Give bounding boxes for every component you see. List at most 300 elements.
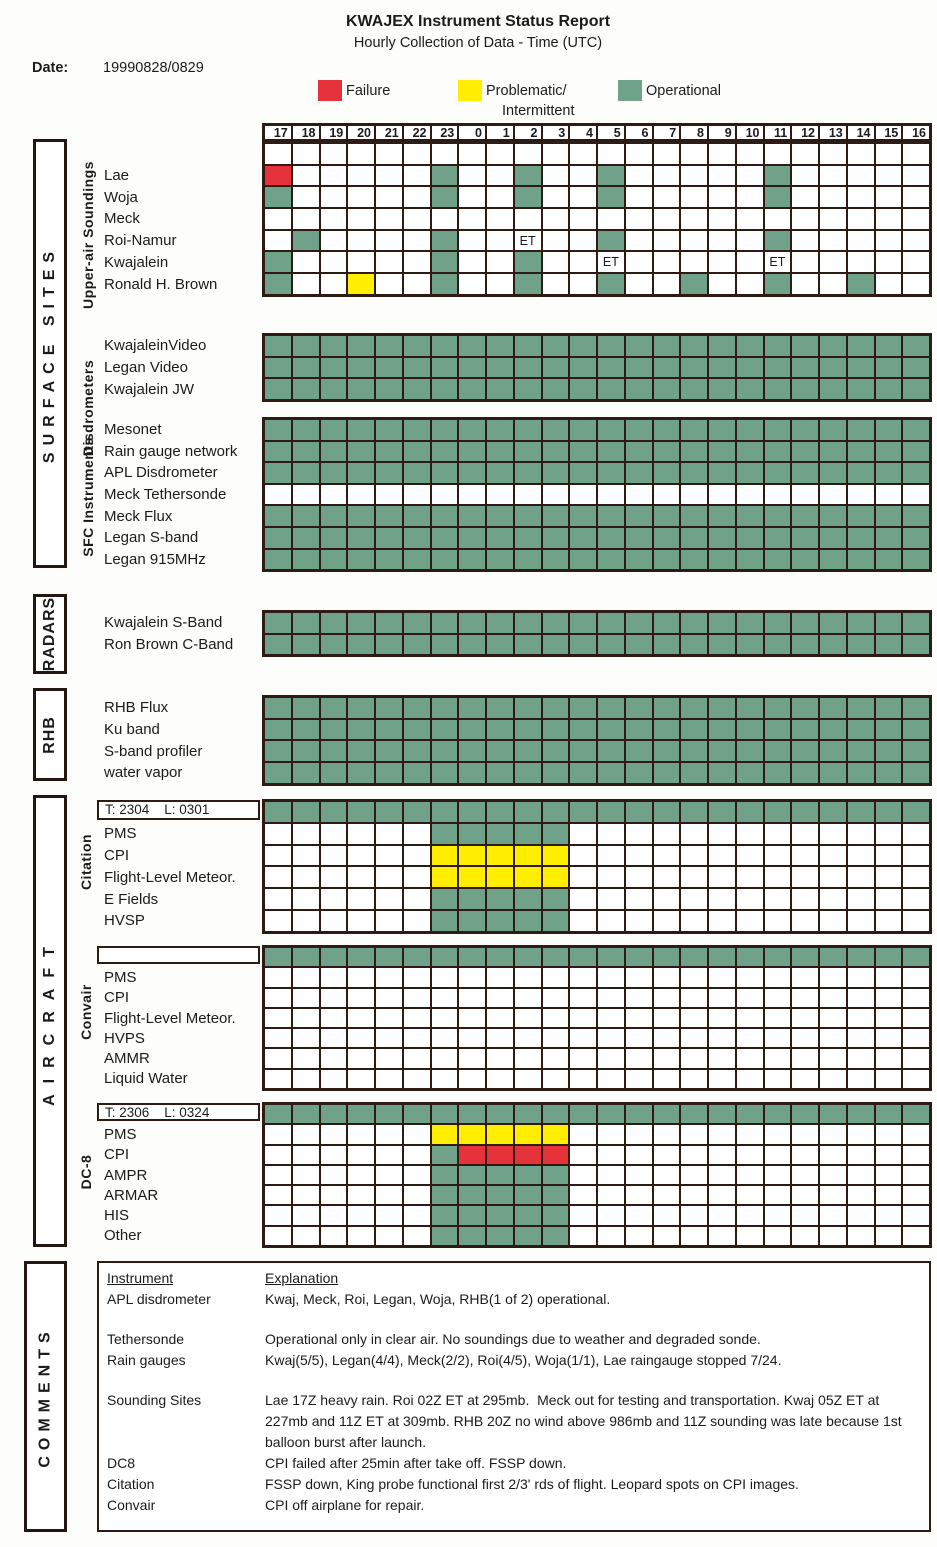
comment-row: [99, 1329, 929, 1350]
status-cell: [431, 947, 459, 967]
status-cell: [625, 967, 653, 987]
hour-cell: 7: [653, 125, 681, 140]
status-cell: [764, 165, 792, 187]
status-cell: [292, 251, 320, 273]
status-cell: [625, 1185, 653, 1205]
status-cell: [542, 165, 570, 187]
status-cell: [847, 845, 875, 867]
status-cell: [653, 612, 681, 634]
status-cell: [264, 740, 292, 762]
status-cell: [458, 273, 486, 295]
status-cell: [764, 230, 792, 252]
status-cell: [486, 1205, 514, 1225]
section-box-radars: [33, 594, 67, 674]
status-cell: [902, 165, 930, 187]
status-cell: [375, 230, 403, 252]
status-cell: [320, 888, 348, 910]
section-label: SURFACE SITES: [41, 244, 59, 463]
status-cell: [431, 357, 459, 379]
status-cell: [569, 186, 597, 208]
status-cell: [902, 1069, 930, 1089]
status-cell: [375, 208, 403, 230]
status-cell: [320, 1226, 348, 1246]
status-cell: [708, 1145, 736, 1165]
legend-label-line: Intermittent: [502, 103, 575, 119]
status-cell: [514, 801, 542, 823]
status-cell: [514, 823, 542, 845]
status-cell: [902, 697, 930, 719]
status-cell: [486, 866, 514, 888]
status-cell: [569, 1028, 597, 1048]
status-cell: [347, 1145, 375, 1165]
status-cell: [486, 462, 514, 484]
status-cell: [431, 165, 459, 187]
status-cell: [653, 1069, 681, 1089]
status-cell: [847, 357, 875, 379]
comment-text: Operational only in clear air. No soundings due to weather and degraded sonde.: [265, 1331, 761, 1347]
status-cell: [347, 612, 375, 634]
status-cell: [458, 1226, 486, 1246]
status-cell: [819, 1145, 847, 1165]
status-cell: [597, 888, 625, 910]
status-cell: [625, 1226, 653, 1246]
status-cell: [569, 357, 597, 379]
status-cell: [625, 462, 653, 484]
status-cell: [847, 505, 875, 527]
comment-label: APL disdrometer: [107, 1291, 211, 1307]
status-cell: [847, 697, 875, 719]
status-cell: [736, 1008, 764, 1028]
status-cell: [542, 845, 570, 867]
hour-cell: 6: [625, 125, 653, 140]
status-cell: [486, 845, 514, 867]
status-cell: [486, 740, 514, 762]
status-cell: [264, 1165, 292, 1185]
status-cell: [736, 251, 764, 273]
status-cell: [403, 947, 431, 967]
status-cell: [347, 697, 375, 719]
status-cell: [403, 1104, 431, 1124]
status-cell: [847, 165, 875, 187]
row-label: Other: [104, 1227, 142, 1245]
status-cell: [791, 1226, 819, 1246]
status-cell: [875, 143, 903, 165]
status-cell: [708, 910, 736, 932]
status-cell: [542, 967, 570, 987]
status-cell: [625, 947, 653, 967]
status-cell: [819, 988, 847, 1008]
status-cell: [708, 230, 736, 252]
status-cell: [347, 273, 375, 295]
status-cell: [597, 823, 625, 845]
status-cell: [569, 866, 597, 888]
status-cell: [708, 505, 736, 527]
status-cell: [320, 910, 348, 932]
status-cell: [847, 801, 875, 823]
status-cell: [264, 505, 292, 527]
status-cell: [847, 740, 875, 762]
status-cell: [458, 378, 486, 400]
status-cell: [458, 866, 486, 888]
status-cell: [264, 1008, 292, 1028]
status-cell: [403, 357, 431, 379]
status-cell: [292, 208, 320, 230]
status-cell: [375, 910, 403, 932]
status-cell: [320, 273, 348, 295]
status-cell: [736, 419, 764, 441]
status-cell: [569, 273, 597, 295]
status-cell: [292, 165, 320, 187]
group-label-convair: Convair: [78, 984, 94, 1040]
status-cell: [708, 1124, 736, 1144]
status-cell: [375, 697, 403, 719]
status-cell: [542, 1048, 570, 1068]
status-cell: [514, 697, 542, 719]
status-cell: [653, 845, 681, 867]
status-cell: [791, 357, 819, 379]
status-cell: [347, 823, 375, 845]
status-cell: [347, 801, 375, 823]
status-cell: [791, 1185, 819, 1205]
status-cell: [320, 1165, 348, 1185]
status-cell: [902, 527, 930, 549]
status-cell: [819, 208, 847, 230]
status-cell: [403, 1028, 431, 1048]
status-cell: [542, 762, 570, 784]
status-cell: [791, 165, 819, 187]
status-cell: [708, 1226, 736, 1246]
report-title: KWAJEX Instrument Status Report: [345, 13, 611, 30]
section-box-surface-sites: [33, 139, 67, 568]
status-cell: [320, 441, 348, 463]
status-cell: [486, 1185, 514, 1205]
status-cell: [736, 1028, 764, 1048]
status-cell: [680, 1185, 708, 1205]
status-cell: [875, 740, 903, 762]
status-cell: [320, 527, 348, 549]
hour-cell: 14: [847, 125, 875, 140]
status-cell: [375, 845, 403, 867]
status-cell: [625, 823, 653, 845]
status-cell: [431, 186, 459, 208]
status-cell: [514, 967, 542, 987]
status-cell: [320, 988, 348, 1008]
status-cell: [542, 273, 570, 295]
status-cell: [708, 143, 736, 165]
status-cell: [764, 1226, 792, 1246]
status-grid-rhb: [262, 695, 932, 786]
status-cell: [375, 357, 403, 379]
status-cell: [514, 208, 542, 230]
status-cell: [403, 1069, 431, 1089]
row-label: CPI: [104, 989, 130, 1007]
status-cell: [819, 230, 847, 252]
status-cell: [847, 549, 875, 571]
status-cell: [375, 143, 403, 165]
status-cell: [264, 419, 292, 441]
status-cell: [819, 740, 847, 762]
status-cell: [403, 462, 431, 484]
legend-label-line: Operational: [646, 83, 721, 99]
row-label: Kwajalein S-Band: [104, 614, 223, 632]
status-cell: [292, 1145, 320, 1165]
status-cell: [791, 823, 819, 845]
status-cell: [292, 186, 320, 208]
status-cell: [569, 484, 597, 506]
hour-cell: 12: [791, 125, 819, 140]
row-label: S-band profiler: [104, 742, 203, 760]
hour-cell: 18: [292, 125, 320, 140]
status-cell: [653, 740, 681, 762]
status-cell: [819, 527, 847, 549]
status-cell: [347, 988, 375, 1008]
comment-group: [99, 1390, 929, 1516]
status-cell: [708, 462, 736, 484]
status-cell: [736, 634, 764, 656]
status-cell: [680, 697, 708, 719]
status-cell: [264, 1145, 292, 1165]
status-cell: [292, 230, 320, 252]
status-cell: [736, 165, 764, 187]
status-cell: [431, 441, 459, 463]
section-label: AIRCRAFT: [41, 936, 59, 1106]
status-cell: [764, 1048, 792, 1068]
status-cell: [458, 1124, 486, 1144]
status-cell: [514, 1028, 542, 1048]
status-cell: [902, 208, 930, 230]
comment-label: Rain gauges: [107, 1352, 186, 1368]
status-cell: [542, 357, 570, 379]
status-cell: [431, 378, 459, 400]
status-cell: [569, 208, 597, 230]
status-cell: [819, 634, 847, 656]
status-cell: [791, 888, 819, 910]
row-label: KwajaleinVideo: [104, 337, 207, 355]
status-cell: [791, 1205, 819, 1225]
status-cell: [347, 230, 375, 252]
status-cell: [653, 484, 681, 506]
status-cell: [569, 549, 597, 571]
status-cell: [847, 762, 875, 784]
status-cell: [902, 230, 930, 252]
status-cell: [847, 230, 875, 252]
status-cell: [819, 441, 847, 463]
status-cell: [902, 988, 930, 1008]
status-cell: [736, 1165, 764, 1185]
status-cell: [819, 484, 847, 506]
status-cell: [320, 484, 348, 506]
status-cell: [902, 762, 930, 784]
status-cell: [847, 719, 875, 741]
status-cell: [764, 208, 792, 230]
status-cell: [653, 1145, 681, 1165]
status-cell: [320, 378, 348, 400]
status-cell: [264, 186, 292, 208]
status-cell: [514, 186, 542, 208]
status-cell: [847, 1104, 875, 1124]
status-cell: [819, 357, 847, 379]
status-cell: [292, 740, 320, 762]
status-cell: [264, 1048, 292, 1068]
status-cell: [902, 866, 930, 888]
status-cell: [653, 1124, 681, 1144]
status-cell: [875, 549, 903, 571]
status-cell: [264, 378, 292, 400]
status-cell: [403, 251, 431, 273]
status-cell: [653, 527, 681, 549]
status-cell: [403, 1205, 431, 1225]
status-cell: [791, 740, 819, 762]
status-cell: [764, 1104, 792, 1124]
status-cell: [764, 186, 792, 208]
status-cell: [653, 719, 681, 741]
status-cell: [542, 1205, 570, 1225]
status-cell: [764, 740, 792, 762]
status-cell: [375, 505, 403, 527]
status-cell: [653, 988, 681, 1008]
status-cell: [292, 1104, 320, 1124]
aircraft-flight-times-citation: T: 2304 L: 0301: [97, 800, 260, 820]
aircraft-flight-times-convair: [97, 946, 260, 964]
status-cell: [791, 230, 819, 252]
status-cell: [875, 762, 903, 784]
status-cell: [819, 505, 847, 527]
status-cell: [292, 273, 320, 295]
status-cell: [347, 1028, 375, 1048]
status-cell: [653, 549, 681, 571]
status-cell: [320, 335, 348, 357]
status-cell: [264, 866, 292, 888]
hour-cell: 0: [458, 125, 486, 140]
status-cell: [902, 441, 930, 463]
status-cell: [902, 1145, 930, 1165]
status-cell: [514, 740, 542, 762]
status-cell: [486, 888, 514, 910]
status-cell: [597, 1048, 625, 1068]
status-cell: [764, 1165, 792, 1185]
row-label: E Fields: [104, 890, 159, 908]
status-cell: [375, 634, 403, 656]
status-cell: [569, 1124, 597, 1144]
status-cell: [819, 419, 847, 441]
status-cell: [514, 165, 542, 187]
status-cell: [875, 186, 903, 208]
status-cell: [264, 1205, 292, 1225]
status-cell: [292, 335, 320, 357]
status-cell: [819, 251, 847, 273]
status-cell: [625, 208, 653, 230]
status-cell: [320, 143, 348, 165]
status-cell: [708, 823, 736, 845]
status-cell: [625, 866, 653, 888]
status-cell: [653, 1165, 681, 1185]
status-cell: [458, 1104, 486, 1124]
status-cell: [486, 910, 514, 932]
status-cell: [653, 967, 681, 987]
status-cell: [292, 1048, 320, 1068]
status-cell: [431, 1124, 459, 1144]
status-cell: [791, 505, 819, 527]
status-cell: [708, 866, 736, 888]
status-cell: [597, 273, 625, 295]
status-cell: [542, 335, 570, 357]
status-cell: [486, 801, 514, 823]
status-cell: [875, 505, 903, 527]
status-cell: [347, 634, 375, 656]
status-cell: [542, 634, 570, 656]
section-box-aircraft: [33, 795, 67, 1247]
row-label: water vapor: [104, 764, 183, 782]
status-cell: [569, 612, 597, 634]
status-cell: [847, 462, 875, 484]
comment-row: [99, 1350, 929, 1371]
status-cell: [847, 967, 875, 987]
legend-label-line: Failure: [346, 83, 391, 99]
status-cell: [403, 697, 431, 719]
status-cell: [764, 335, 792, 357]
hour-cell: 1: [486, 125, 514, 140]
status-cell: [569, 910, 597, 932]
status-cell: [902, 1048, 930, 1068]
status-cell: [320, 1124, 348, 1144]
status-cell: [875, 697, 903, 719]
status-cell: [458, 1205, 486, 1225]
status-cell: [708, 1205, 736, 1225]
status-cell: [847, 251, 875, 273]
status-cell: [292, 143, 320, 165]
status-cell: [431, 697, 459, 719]
status-cell: [791, 1145, 819, 1165]
status-cell: [902, 143, 930, 165]
status-cell: [597, 462, 625, 484]
status-cell: [458, 719, 486, 741]
status-cell: [875, 1104, 903, 1124]
status-cell: [625, 357, 653, 379]
status-cell: [431, 801, 459, 823]
status-cell: [347, 1205, 375, 1225]
status-cell: [625, 634, 653, 656]
status-cell: [569, 1165, 597, 1185]
status-cell: [847, 1145, 875, 1165]
status-cell: [569, 967, 597, 987]
status-cell: [875, 634, 903, 656]
status-cell: [264, 165, 292, 187]
status-cell: [625, 549, 653, 571]
status-cell: [597, 357, 625, 379]
status-cell: [375, 1185, 403, 1205]
status-cell: [514, 1205, 542, 1225]
status-cell: [653, 186, 681, 208]
status-cell: [653, 823, 681, 845]
status-cell: [847, 378, 875, 400]
status-cell: [542, 230, 570, 252]
status-cell: [542, 527, 570, 549]
status-cell: [264, 143, 292, 165]
status-cell: [875, 888, 903, 910]
status-cell: [680, 357, 708, 379]
row-label: Ron Brown C-Band: [104, 635, 234, 653]
status-cell: [819, 845, 847, 867]
status-cell: [902, 186, 930, 208]
status-cell: [597, 612, 625, 634]
status-cell: [736, 967, 764, 987]
status-cell: [847, 866, 875, 888]
status-cell: [708, 1048, 736, 1068]
status-cell: [542, 1069, 570, 1089]
status-cell: [653, 357, 681, 379]
status-cell: [736, 612, 764, 634]
status-cell: [597, 910, 625, 932]
